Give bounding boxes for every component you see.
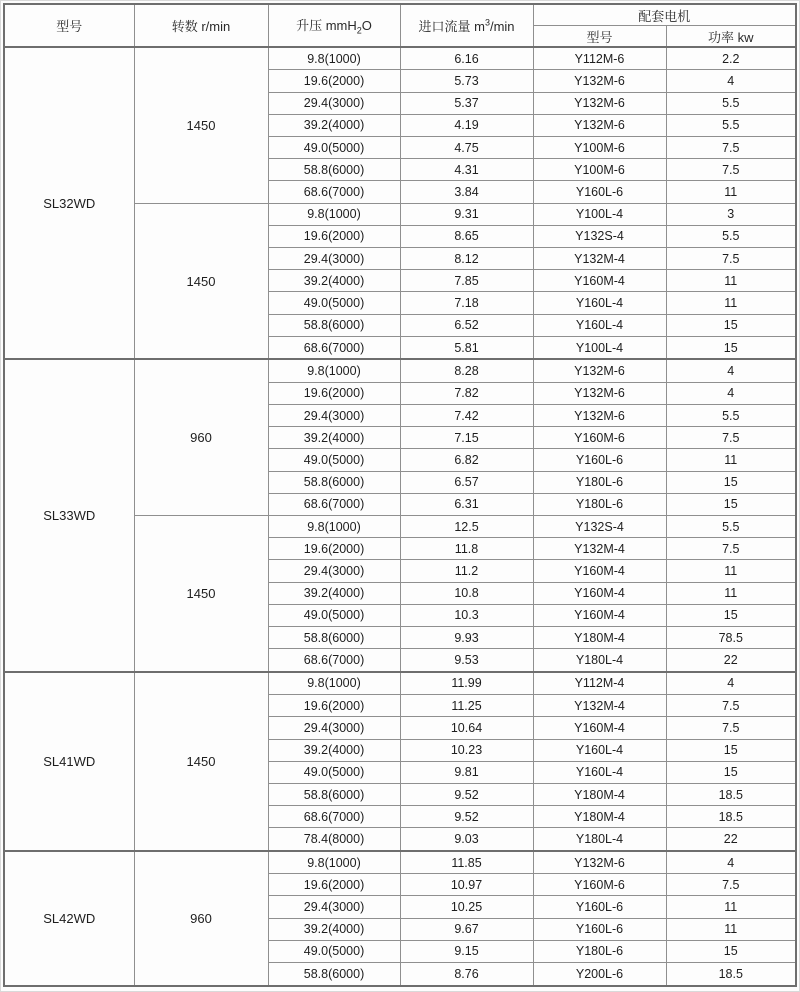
pressure-cell: 39.2(4000) bbox=[268, 582, 400, 604]
pressure-cell: 58.8(6000) bbox=[268, 471, 400, 493]
flow-cell: 9.03 bbox=[400, 828, 533, 851]
model-cell: SL42WD bbox=[4, 851, 134, 986]
header-motor-model: 型号 bbox=[533, 26, 666, 48]
motor-power-cell: 11 bbox=[666, 918, 796, 940]
header-row-1 bbox=[4, 4, 796, 26]
flow-cell: 10.97 bbox=[400, 874, 533, 896]
header-flow bbox=[400, 4, 533, 47]
flow-cell: 11.25 bbox=[400, 695, 533, 717]
flow-cell: 10.8 bbox=[400, 582, 533, 604]
motor-power-cell: 15 bbox=[666, 761, 796, 783]
motor-power-cell: 4 bbox=[666, 359, 796, 382]
motor-power-cell: 15 bbox=[666, 493, 796, 515]
motor-model-cell: Y160L-6 bbox=[533, 181, 666, 203]
pressure-cell: 29.4(3000) bbox=[268, 248, 400, 270]
header-flow-text: 进口流量 m bbox=[418, 19, 485, 34]
header-model: 型号 bbox=[4, 4, 134, 47]
table-header bbox=[4, 4, 796, 47]
motor-power-cell: 18.5 bbox=[666, 963, 796, 986]
pressure-cell: 58.8(6000) bbox=[268, 627, 400, 649]
flow-cell: 4.31 bbox=[400, 159, 533, 181]
flow-cell: 8.76 bbox=[400, 963, 533, 986]
header-flow-sup: 3 bbox=[484, 17, 490, 28]
flow-cell: 11.8 bbox=[400, 538, 533, 560]
flow-cell: 4.19 bbox=[400, 114, 533, 136]
pressure-cell: 19.6(2000) bbox=[268, 874, 400, 896]
motor-power-cell: 7.5 bbox=[666, 248, 796, 270]
motor-model-cell: Y132M-6 bbox=[533, 92, 666, 114]
motor-power-cell: 7.5 bbox=[666, 137, 796, 159]
model-cell: SL32WD bbox=[4, 47, 134, 359]
pressure-cell: 68.6(7000) bbox=[268, 493, 400, 515]
header-pressure-post: O bbox=[361, 18, 372, 34]
speed-cell: 960 bbox=[134, 851, 268, 986]
motor-power-cell: 5.5 bbox=[666, 405, 796, 427]
pressure-cell: 78.4(8000) bbox=[268, 828, 400, 851]
motor-model-cell: Y160M-6 bbox=[533, 427, 666, 449]
motor-model-cell: Y200L-6 bbox=[533, 963, 666, 986]
flow-cell: 6.82 bbox=[400, 449, 533, 471]
motor-model-cell: Y160L-4 bbox=[533, 761, 666, 783]
motor-model-cell: Y132M-6 bbox=[533, 405, 666, 427]
motor-power-cell: 7.5 bbox=[666, 538, 796, 560]
pressure-cell: 39.2(4000) bbox=[268, 739, 400, 761]
flow-cell: 8.65 bbox=[400, 225, 533, 247]
motor-power-cell: 22 bbox=[666, 649, 796, 672]
pressure-cell: 19.6(2000) bbox=[268, 382, 400, 404]
header-pressure-sub: 2 bbox=[356, 25, 362, 36]
motor-model-cell: Y160L-6 bbox=[533, 896, 666, 918]
motor-power-cell: 4 bbox=[666, 70, 796, 92]
pressure-cell: 9.8(1000) bbox=[268, 516, 400, 538]
motor-model-cell: Y132M-6 bbox=[533, 114, 666, 136]
pressure-cell: 9.8(1000) bbox=[268, 47, 400, 70]
motor-power-cell: 2.2 bbox=[666, 47, 796, 70]
pressure-cell: 49.0(5000) bbox=[268, 292, 400, 314]
pressure-cell: 9.8(1000) bbox=[268, 672, 400, 695]
header-motor-power: 功率 kw bbox=[666, 26, 796, 48]
flow-cell: 10.3 bbox=[400, 604, 533, 626]
flow-cell: 3.84 bbox=[400, 181, 533, 203]
flow-cell: 9.67 bbox=[400, 918, 533, 940]
motor-model-cell: Y180M-4 bbox=[533, 806, 666, 828]
pressure-cell: 58.8(6000) bbox=[268, 783, 400, 805]
pressure-cell: 19.6(2000) bbox=[268, 538, 400, 560]
motor-power-cell: 4 bbox=[666, 672, 796, 695]
motor-model-cell: Y132M-6 bbox=[533, 382, 666, 404]
pressure-cell: 49.0(5000) bbox=[268, 761, 400, 783]
motor-power-cell: 11 bbox=[666, 292, 796, 314]
motor-power-cell: 5.5 bbox=[666, 516, 796, 538]
motor-model-cell: Y100L-4 bbox=[533, 203, 666, 225]
motor-model-cell: Y100M-6 bbox=[533, 137, 666, 159]
motor-power-cell: 15 bbox=[666, 336, 796, 359]
flow-cell: 9.53 bbox=[400, 649, 533, 672]
speed-cell: 960 bbox=[134, 359, 268, 515]
flow-cell: 7.15 bbox=[400, 427, 533, 449]
motor-model-cell: Y180M-4 bbox=[533, 783, 666, 805]
motor-power-cell: 7.5 bbox=[666, 717, 796, 739]
motor-model-cell: Y160L-6 bbox=[533, 449, 666, 471]
motor-model-cell: Y160L-6 bbox=[533, 918, 666, 940]
motor-power-cell: 5.5 bbox=[666, 92, 796, 114]
motor-power-cell: 11 bbox=[666, 270, 796, 292]
pressure-cell: 49.0(5000) bbox=[268, 137, 400, 159]
flow-cell: 9.81 bbox=[400, 761, 533, 783]
motor-power-cell: 15 bbox=[666, 940, 796, 962]
motor-power-cell: 7.5 bbox=[666, 159, 796, 181]
pressure-cell: 9.8(1000) bbox=[268, 359, 400, 382]
motor-model-cell: Y100M-6 bbox=[533, 159, 666, 181]
motor-power-cell: 11 bbox=[666, 181, 796, 203]
motor-model-cell: Y112M-6 bbox=[533, 47, 666, 70]
flow-cell: 9.31 bbox=[400, 203, 533, 225]
motor-power-cell: 4 bbox=[666, 851, 796, 874]
flow-cell: 9.52 bbox=[400, 783, 533, 805]
model-cell: SL33WD bbox=[4, 359, 134, 671]
model-cell: SL41WD bbox=[4, 672, 134, 851]
flow-cell: 6.31 bbox=[400, 493, 533, 515]
pressure-cell: 49.0(5000) bbox=[268, 604, 400, 626]
motor-power-cell: 15 bbox=[666, 471, 796, 493]
motor-power-cell: 5.5 bbox=[666, 225, 796, 247]
flow-cell: 9.52 bbox=[400, 806, 533, 828]
pressure-cell: 58.8(6000) bbox=[268, 314, 400, 336]
table-row bbox=[4, 359, 796, 382]
pressure-cell: 39.2(4000) bbox=[268, 270, 400, 292]
motor-model-cell: Y180L-6 bbox=[533, 940, 666, 962]
pressure-cell: 19.6(2000) bbox=[268, 70, 400, 92]
motor-model-cell: Y160L-4 bbox=[533, 739, 666, 761]
motor-power-cell: 15 bbox=[666, 739, 796, 761]
pressure-cell: 29.4(3000) bbox=[268, 92, 400, 114]
motor-power-cell: 11 bbox=[666, 560, 796, 582]
pressure-cell: 68.6(7000) bbox=[268, 806, 400, 828]
pressure-cell: 29.4(3000) bbox=[268, 717, 400, 739]
motor-power-cell: 7.5 bbox=[666, 427, 796, 449]
pressure-cell: 29.4(3000) bbox=[268, 405, 400, 427]
motor-model-cell: Y160L-4 bbox=[533, 292, 666, 314]
flow-cell: 7.85 bbox=[400, 270, 533, 292]
motor-power-cell: 18.5 bbox=[666, 783, 796, 805]
motor-model-cell: Y112M-4 bbox=[533, 672, 666, 695]
motor-model-cell: Y132M-4 bbox=[533, 695, 666, 717]
motor-model-cell: Y180L-4 bbox=[533, 649, 666, 672]
flow-cell: 6.16 bbox=[400, 47, 533, 70]
motor-power-cell: 15 bbox=[666, 604, 796, 626]
pressure-cell: 9.8(1000) bbox=[268, 851, 400, 874]
flow-cell: 7.82 bbox=[400, 382, 533, 404]
flow-cell: 5.81 bbox=[400, 336, 533, 359]
motor-power-cell: 4 bbox=[666, 382, 796, 404]
flow-cell: 9.15 bbox=[400, 940, 533, 962]
motor-model-cell: Y160M-6 bbox=[533, 874, 666, 896]
pressure-cell: 39.2(4000) bbox=[268, 427, 400, 449]
header-motor-group: 配套电机 bbox=[533, 4, 796, 26]
flow-cell: 11.99 bbox=[400, 672, 533, 695]
motor-model-cell: Y180L-6 bbox=[533, 471, 666, 493]
flow-cell: 6.52 bbox=[400, 314, 533, 336]
motor-power-cell: 11 bbox=[666, 449, 796, 471]
motor-power-cell: 11 bbox=[666, 896, 796, 918]
motor-model-cell: Y132M-4 bbox=[533, 248, 666, 270]
motor-model-cell: Y160M-4 bbox=[533, 717, 666, 739]
motor-model-cell: Y180L-6 bbox=[533, 493, 666, 515]
header-pressure bbox=[268, 4, 400, 47]
motor-model-cell: Y132S-4 bbox=[533, 516, 666, 538]
motor-model-cell: Y132M-6 bbox=[533, 70, 666, 92]
motor-power-cell: 15 bbox=[666, 314, 796, 336]
flow-cell: 6.57 bbox=[400, 471, 533, 493]
flow-cell: 10.64 bbox=[400, 717, 533, 739]
motor-power-cell: 5.5 bbox=[666, 114, 796, 136]
pressure-cell: 58.8(6000) bbox=[268, 159, 400, 181]
pressure-cell: 29.4(3000) bbox=[268, 896, 400, 918]
pressure-cell: 29.4(3000) bbox=[268, 560, 400, 582]
motor-model-cell: Y160M-4 bbox=[533, 270, 666, 292]
motor-power-cell: 3 bbox=[666, 203, 796, 225]
flow-cell: 12.5 bbox=[400, 516, 533, 538]
pressure-cell: 49.0(5000) bbox=[268, 449, 400, 471]
flow-cell: 10.23 bbox=[400, 739, 533, 761]
flow-cell: 8.28 bbox=[400, 359, 533, 382]
table-row bbox=[4, 47, 796, 70]
pressure-cell: 68.6(7000) bbox=[268, 336, 400, 359]
flow-cell: 9.93 bbox=[400, 627, 533, 649]
motor-power-cell: 78.5 bbox=[666, 627, 796, 649]
table-row bbox=[4, 851, 796, 874]
pressure-cell: 39.2(4000) bbox=[268, 114, 400, 136]
pressure-cell: 68.6(7000) bbox=[268, 181, 400, 203]
pressure-cell: 68.6(7000) bbox=[268, 649, 400, 672]
motor-model-cell: Y132M-4 bbox=[533, 538, 666, 560]
speed-cell: 1450 bbox=[134, 672, 268, 851]
pressure-cell: 39.2(4000) bbox=[268, 918, 400, 940]
flow-cell: 5.73 bbox=[400, 70, 533, 92]
motor-power-cell: 7.5 bbox=[666, 695, 796, 717]
motor-power-cell: 11 bbox=[666, 582, 796, 604]
motor-power-cell: 22 bbox=[666, 828, 796, 851]
motor-model-cell: Y160L-4 bbox=[533, 314, 666, 336]
motor-model-cell: Y132M-6 bbox=[533, 359, 666, 382]
spec-table bbox=[3, 3, 797, 987]
speed-cell: 1450 bbox=[134, 516, 268, 672]
motor-model-cell: Y180L-4 bbox=[533, 828, 666, 851]
motor-model-cell: Y100L-4 bbox=[533, 336, 666, 359]
flow-cell: 7.18 bbox=[400, 292, 533, 314]
flow-cell: 10.25 bbox=[400, 896, 533, 918]
motor-model-cell: Y160M-4 bbox=[533, 582, 666, 604]
header-flow-post: /min bbox=[489, 19, 515, 34]
motor-model-cell: Y132M-6 bbox=[533, 851, 666, 874]
flow-cell: 7.42 bbox=[400, 405, 533, 427]
table-row bbox=[4, 672, 796, 695]
speed-cell: 1450 bbox=[134, 203, 268, 359]
pressure-cell: 19.6(2000) bbox=[268, 695, 400, 717]
flow-cell: 4.75 bbox=[400, 137, 533, 159]
motor-model-cell: Y160M-4 bbox=[533, 604, 666, 626]
motor-power-cell: 18.5 bbox=[666, 806, 796, 828]
pressure-cell: 58.8(6000) bbox=[268, 963, 400, 986]
motor-model-cell: Y180M-4 bbox=[533, 627, 666, 649]
flow-cell: 11.85 bbox=[400, 851, 533, 874]
flow-cell: 5.37 bbox=[400, 92, 533, 114]
motor-model-cell: Y160M-4 bbox=[533, 560, 666, 582]
flow-cell: 11.2 bbox=[400, 560, 533, 582]
pressure-cell: 49.0(5000) bbox=[268, 940, 400, 962]
table-body bbox=[4, 47, 796, 986]
motor-power-cell: 7.5 bbox=[666, 874, 796, 896]
header-speed: 转数 r/min bbox=[134, 4, 268, 47]
header-pressure-text: 升压 mmH bbox=[296, 18, 357, 34]
motor-model-cell: Y132S-4 bbox=[533, 225, 666, 247]
speed-cell: 1450 bbox=[134, 47, 268, 203]
pressure-cell: 19.6(2000) bbox=[268, 225, 400, 247]
pressure-cell: 9.8(1000) bbox=[268, 203, 400, 225]
flow-cell: 8.12 bbox=[400, 248, 533, 270]
